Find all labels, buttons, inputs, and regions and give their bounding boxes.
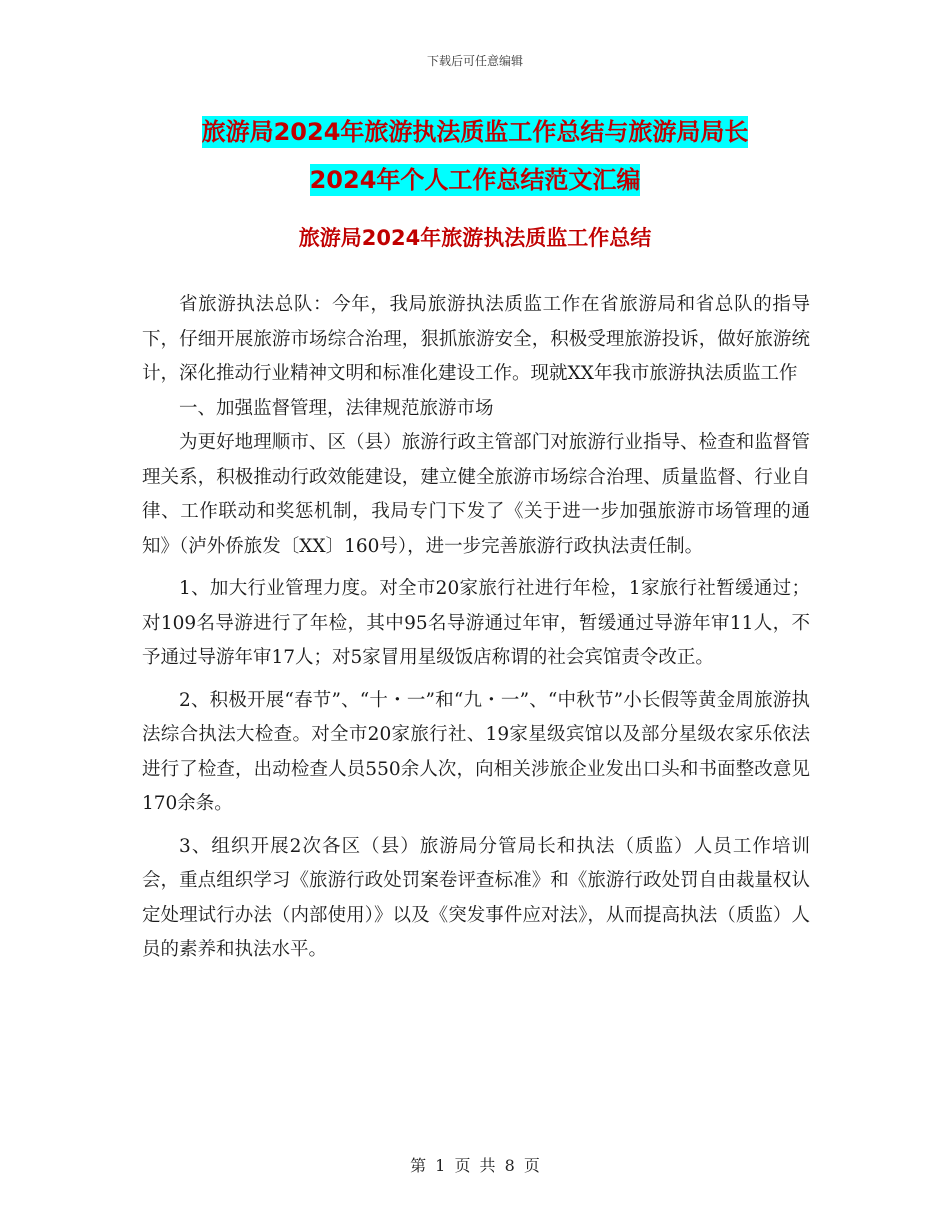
paragraph-item-1: 1、加大行业管理力度。对全市20家旅行社进行年检，1家旅行社暂缓通过；对109名导游进行了年检，其中95名导游通过年审，暂缓通过导游年审11人，不予通过导游年审17人；对5家冒用星级饭店称谓的社会宾馆责令改正。 — [142, 578, 810, 668]
paragraph-item-2: 2、积极开展“春节”、“十・一”和“九・一”、“中秋节”小长假等黄金周旅游执法综合执法大检查。对全市20家旅行社、19家星级宾馆以及部分星级农家乐依法进行了检查，出动检查人员550余人次，向相关涉旅企业发出口头和书面整改意见170余条。 — [142, 689, 810, 814]
document-title — [150, 108, 800, 204]
paragraph-intro: 省旅游执法总队：今年，我局旅游执法质监工作在省旅游局和省总队的指导下，仔细开展旅游市场综合治理，狠抓旅游安全，积极受理旅游投诉，做好旅游统计，深化推动行业精神文明和标准化建设工作。现就XX年我市旅游执法质监工作 — [142, 294, 810, 384]
paragraph-item-3: 3、组织开展2次各区（县）旅游局分管局长和执法（质监）人员工作培训会，重点组织学习《旅游行政处罚案卷评查标准》和《旅游行政处罚自由裁量权认定处理试行办法（内部使用）》以及《突发事件应对法》，从而提高执法（质监）人员的素养和执法水平。 — [142, 835, 810, 960]
document-title-line1: 旅游局2024年旅游执法质监工作总结与旅游局局长 — [201, 118, 749, 146]
page-footer: 第 1 页 共 8 页 — [410, 1156, 540, 1175]
paragraph-supervision: 为更好地理顺市、区（县）旅游行政主管部门对旅游行业指导、检查和监督管理关系，积极推动行政效能建设，建立健全旅游市场综合治理、质量监督、行业自律、工作联动和奖惩机制，我局专门下发了《关于进一步加强旅游市场管理的通知》（泸外侨旅发〔XX〕160号），进一步完善旅游行政执法责任制。 — [142, 432, 810, 557]
document-body — [142, 288, 810, 968]
section-title: 旅游局2024年旅游执法质监工作总结 — [298, 226, 652, 250]
document-title-line2: 2024年个人工作总结范文汇编 — [309, 166, 641, 194]
paragraph-heading-1: 一、加强监督管理，法律规范旅游市场 — [179, 397, 494, 419]
header-note: 下载后可任意编辑 — [426, 54, 523, 68]
